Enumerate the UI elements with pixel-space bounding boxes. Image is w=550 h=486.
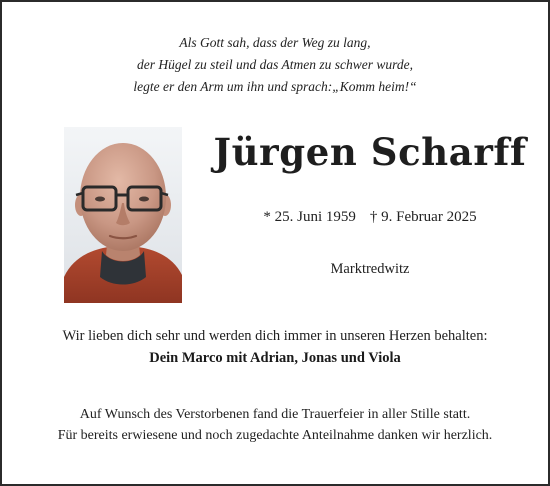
poem-line: legte er den Arm um ihn und sprach:„Komm heim!“ xyxy=(133,79,417,94)
poem-line: Als Gott sah, dass der Weg zu lang, xyxy=(179,35,371,50)
portrait-illustration xyxy=(64,127,182,303)
farewell-message: Wir lieben dich sehr und werden dich immer in unseren Herzen behalten: xyxy=(62,328,488,344)
portrait-photo xyxy=(64,127,182,303)
hometown: Marktredwitz xyxy=(330,261,410,277)
family-signature: Dein Marco mit Adrian, Jonas und Viola xyxy=(149,350,401,366)
poem xyxy=(2,32,548,98)
closing-line: Für bereits erwiesene und noch zugedachte Anteilnahme danken wir herzlich. xyxy=(57,428,493,443)
death-date: † 9. Februar 2025 xyxy=(369,209,477,225)
closing-line: Auf Wunsch des Verstorbenen fand die Trauerfeier in aller Stille statt. xyxy=(79,407,471,422)
life-dates xyxy=(202,209,538,226)
poem-line: der Hügel zu steil und das Atmen zu schwer wurde, xyxy=(137,57,413,72)
deceased-name: Jürgen Scharff xyxy=(213,130,527,174)
birth-date: * 25. Juni 1959 xyxy=(263,209,356,225)
closing-note xyxy=(2,404,548,446)
